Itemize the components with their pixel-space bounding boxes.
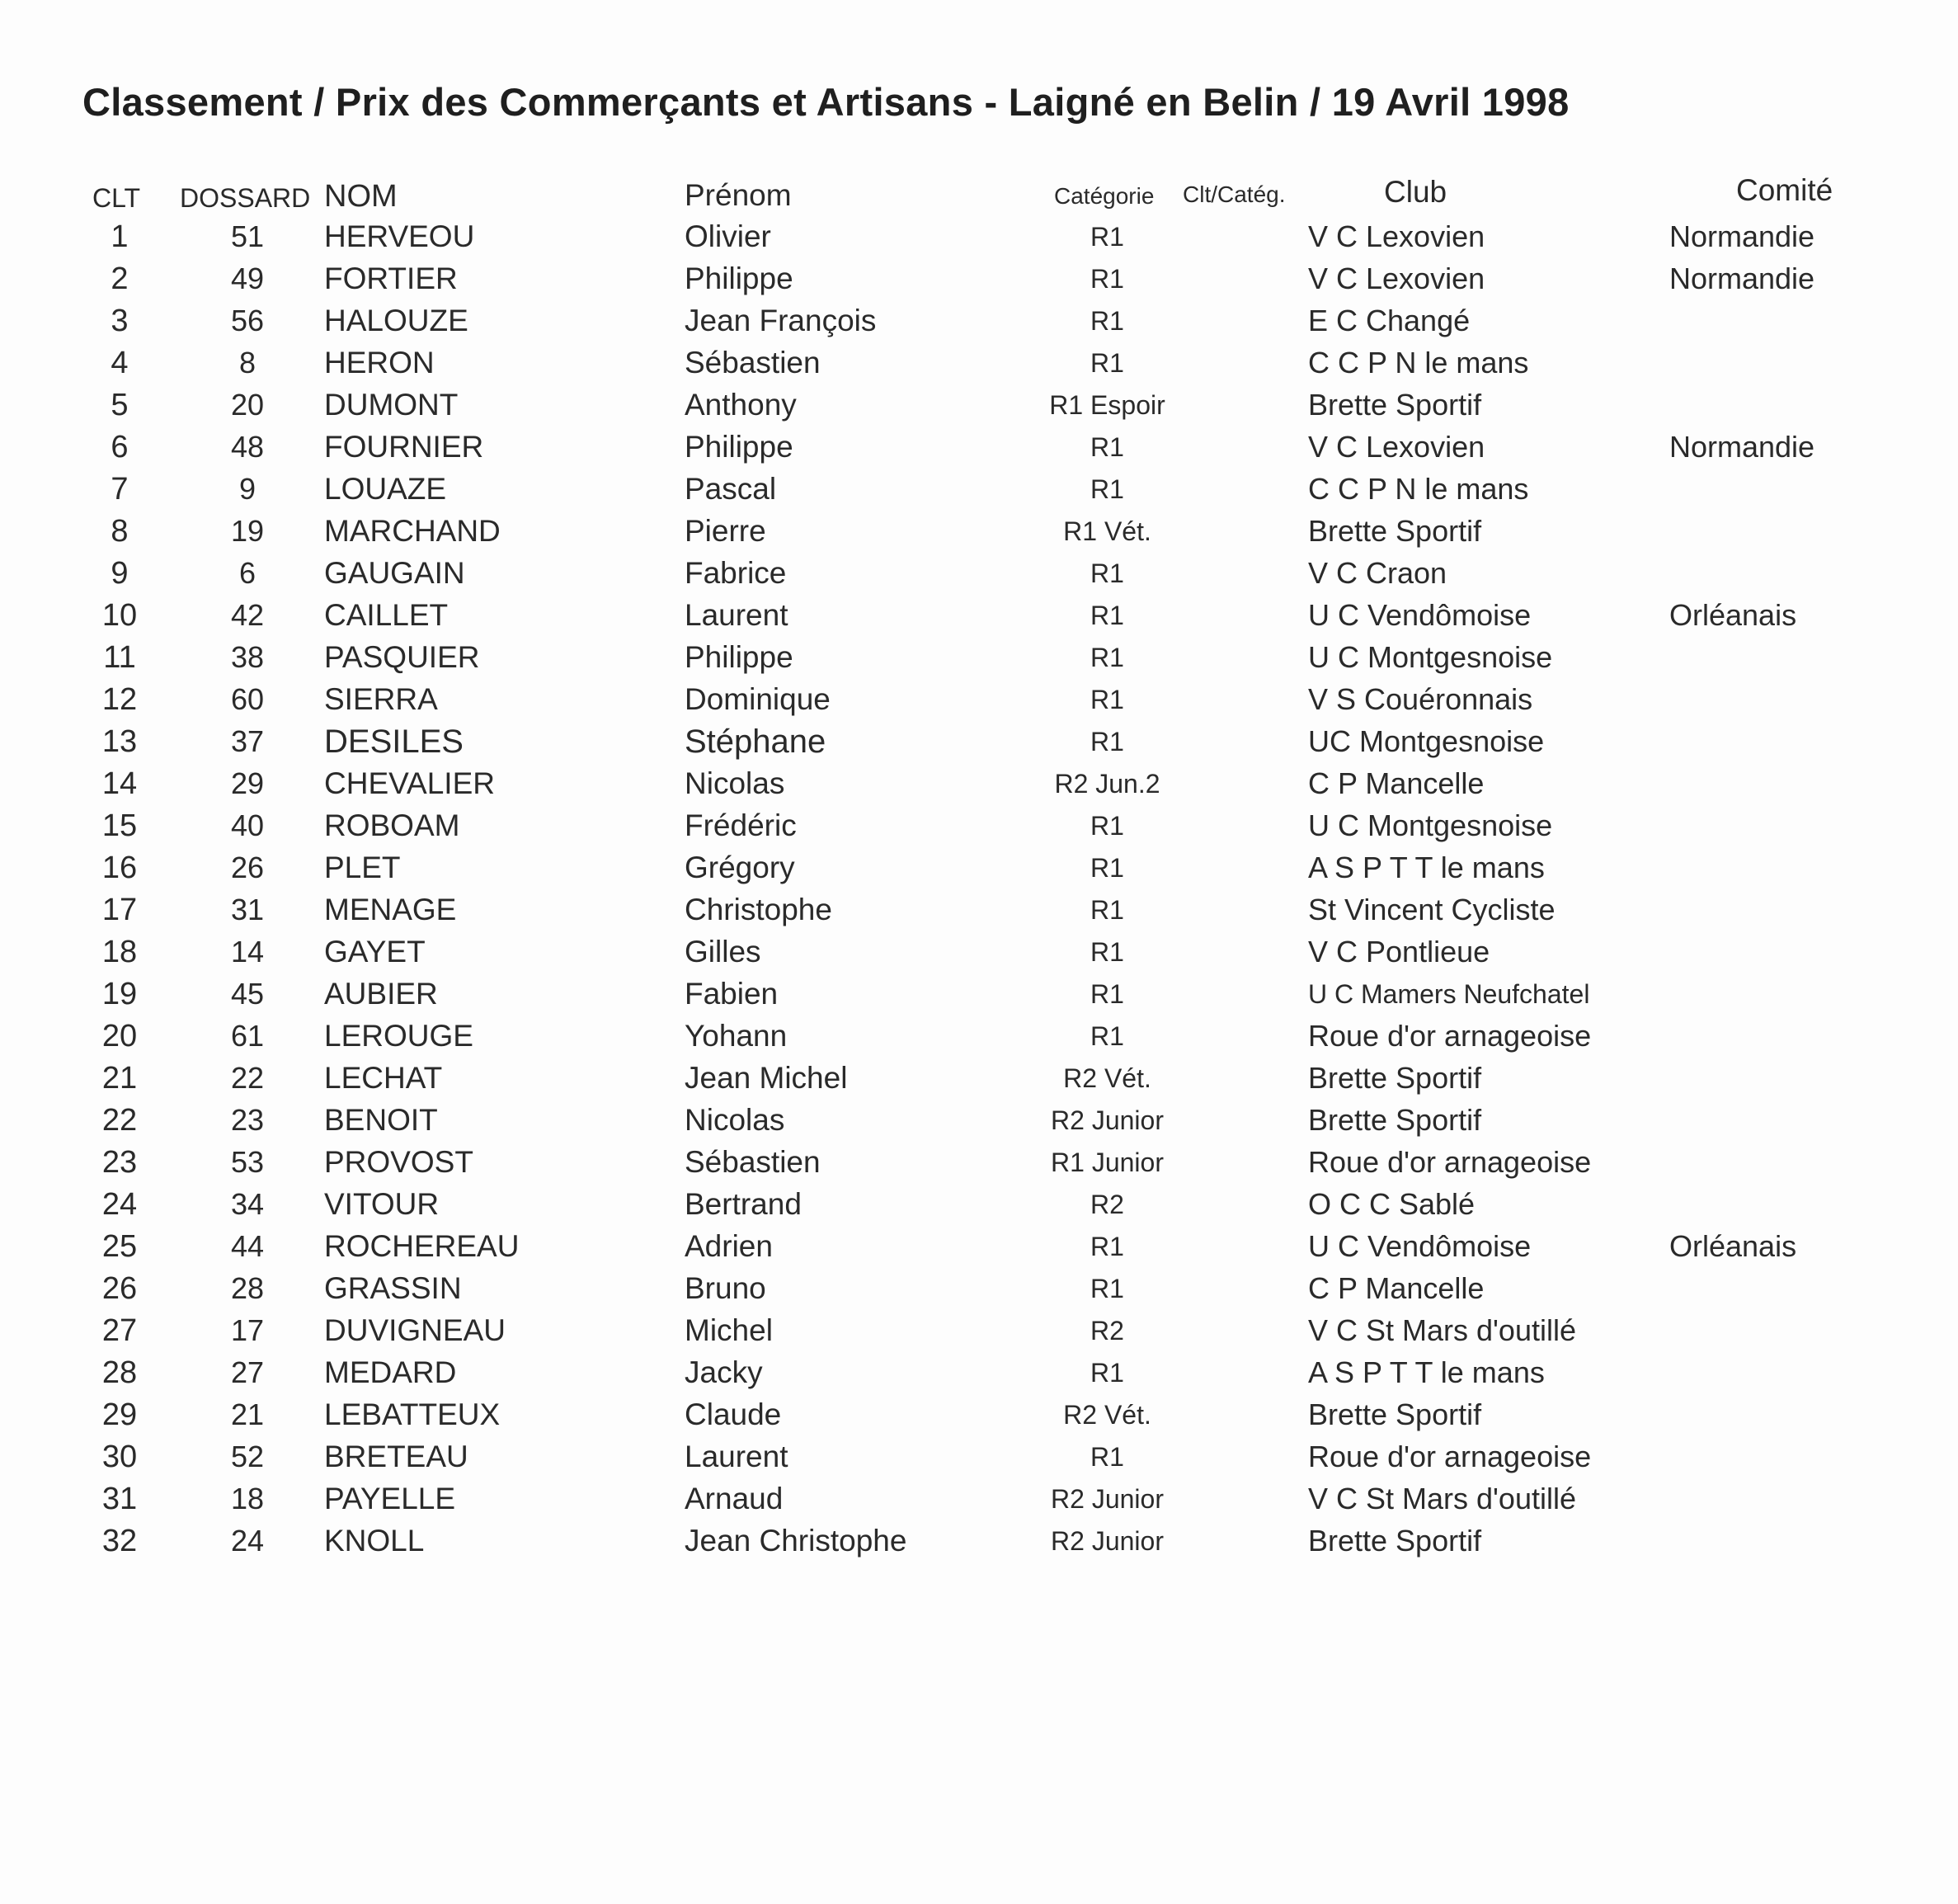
table-row (0, 847, 1958, 889)
cell-club: U C Montgesnoise (1308, 640, 1553, 674)
cell-club: Roue d'or arnageoise (1308, 1440, 1592, 1473)
cell-club: Brette Sportif (1308, 1397, 1482, 1431)
cell-nom: MARCHAND (324, 514, 501, 548)
cell-prenom: Dominique (685, 682, 831, 716)
table-row (0, 805, 1958, 847)
cell-club: V C St Mars d'outillé (1308, 1313, 1576, 1347)
cell-categorie: R2 Vét. (1063, 1063, 1151, 1093)
table-row (0, 1184, 1958, 1226)
cell-club: V C Pontlieue (1308, 935, 1490, 968)
cell-club: V S Couéronnais (1308, 682, 1533, 716)
cell-prenom: Adrien (685, 1229, 773, 1263)
table-row (0, 1058, 1958, 1100)
cell-dossard: 53 (230, 1145, 265, 1179)
cell-nom: PROVOST (324, 1145, 473, 1179)
cell-prenom: Nicolas (685, 766, 785, 800)
cell-dossard: 31 (230, 893, 265, 926)
cell-nom: MEDARD (324, 1355, 457, 1389)
table-row (0, 216, 1958, 258)
table-row (0, 1478, 1958, 1520)
cell-clt: 2 (111, 262, 129, 296)
cell-categorie: R1 (1090, 1021, 1124, 1051)
cell-dossard: 52 (230, 1440, 265, 1473)
table-row (0, 1520, 1958, 1562)
cell-categorie: R1 (1090, 811, 1124, 841)
cell-clt: 24 (101, 1187, 138, 1222)
cell-club: Brette Sportif (1308, 388, 1482, 422)
cell-nom: SIERRA (324, 682, 438, 716)
cell-categorie: R1 (1090, 432, 1124, 462)
cell-categorie: R1 (1090, 1442, 1124, 1472)
cell-club: Roue d'or arnageoise (1308, 1019, 1592, 1053)
cell-dossard: 6 (238, 556, 257, 590)
cell-nom: HALOUZE (324, 304, 468, 337)
cell-club: St Vincent Cycliste (1308, 893, 1556, 926)
cell-prenom: Jean Christophe (685, 1524, 907, 1558)
cell-dossard: 60 (230, 682, 265, 716)
cell-dossard: 27 (230, 1355, 265, 1389)
cell-prenom: Olivier (685, 219, 771, 253)
table-row (0, 1142, 1958, 1184)
cell-club: V C Craon (1308, 556, 1447, 590)
cell-prenom: Philippe (685, 640, 793, 674)
cell-clt: 32 (101, 1524, 138, 1558)
table-row (0, 1100, 1958, 1142)
cell-club: Roue d'or arnageoise (1308, 1145, 1592, 1179)
cell-prenom: Grégory (685, 851, 795, 884)
cell-prenom: Bruno (685, 1271, 766, 1305)
cell-clt: 11 (103, 640, 136, 675)
cell-categorie: R2 Junior (1051, 1484, 1164, 1514)
table-row (0, 1394, 1958, 1436)
cell-categorie: R1 (1090, 1274, 1124, 1303)
cell-club: Brette Sportif (1308, 514, 1482, 548)
cell-comite: Normandie (1669, 430, 1815, 464)
cell-clt: 30 (101, 1440, 138, 1474)
cell-categorie: R1 (1090, 853, 1124, 883)
cell-clt: 6 (111, 430, 129, 464)
cell-dossard: 28 (230, 1271, 265, 1305)
results-table (0, 216, 1958, 1562)
cell-dossard: 17 (230, 1313, 265, 1347)
cell-nom: DUVIGNEAU (324, 1313, 506, 1347)
cell-dossard: 51 (230, 219, 265, 253)
cell-dossard: 56 (230, 304, 265, 337)
cell-nom: PLET (324, 851, 401, 884)
cell-clt: 17 (101, 893, 138, 927)
cell-clt: 15 (101, 808, 138, 843)
cell-dossard: 61 (230, 1019, 265, 1053)
table-row (0, 300, 1958, 342)
cell-nom: DUMONT (324, 388, 459, 422)
cell-nom: LECHAT (324, 1061, 443, 1095)
cell-club: C C P N le mans (1308, 472, 1529, 506)
cell-nom: HERVEOU (324, 219, 475, 253)
table-row (0, 1310, 1958, 1352)
cell-prenom: Sébastien (685, 346, 821, 379)
table-row (0, 721, 1958, 763)
header-nom: NOM (324, 179, 398, 214)
cell-clt: 21 (101, 1061, 138, 1096)
cell-prenom: Michel (685, 1313, 773, 1347)
cell-nom: PAYELLE (324, 1482, 456, 1515)
cell-dossard: 14 (230, 935, 265, 968)
cell-club: UC Montgesnoise (1308, 724, 1545, 758)
cell-categorie: R1 (1090, 348, 1124, 378)
cell-dossard: 22 (230, 1061, 265, 1095)
cell-clt: 29 (101, 1397, 138, 1432)
cell-club: A S P T T le mans (1308, 851, 1545, 884)
cell-dossard: 26 (230, 851, 265, 884)
cell-dossard: 23 (230, 1103, 265, 1137)
cell-club: U C Mamers Neufchatel (1308, 979, 1590, 1009)
cell-club: V C Lexovien (1308, 219, 1485, 253)
cell-prenom: Fabrice (685, 556, 787, 590)
cell-dossard: 45 (230, 977, 265, 1011)
cell-categorie: R1 (1090, 937, 1124, 967)
cell-dossard: 34 (230, 1187, 265, 1221)
table-row (0, 595, 1958, 637)
cell-prenom: Claude (685, 1397, 782, 1431)
header-dossard: DOSSARD (180, 183, 311, 213)
cell-categorie: R2 Jun.2 (1054, 769, 1160, 799)
cell-prenom: Stéphane (685, 723, 826, 760)
cell-dossard: 42 (230, 598, 265, 632)
cell-clt: 4 (111, 346, 129, 380)
cell-nom: GAUGAIN (324, 556, 465, 590)
cell-nom: BRETEAU (324, 1440, 468, 1473)
cell-comite: Normandie (1669, 262, 1815, 295)
cell-nom: AUBIER (324, 977, 438, 1011)
cell-nom: GRASSIN (324, 1271, 462, 1305)
cell-prenom: Christophe (685, 893, 832, 926)
cell-clt: 28 (101, 1355, 138, 1390)
cell-dossard: 37 (230, 724, 265, 758)
cell-clt: 3 (111, 304, 129, 338)
table-row (0, 763, 1958, 805)
cell-categorie: R2 Junior (1051, 1526, 1164, 1556)
table-row (0, 931, 1958, 973)
cell-nom: BENOIT (324, 1103, 438, 1137)
cell-dossard: 8 (238, 346, 257, 379)
table-row (0, 511, 1958, 553)
cell-clt: 26 (101, 1271, 138, 1306)
cell-dossard: 9 (238, 472, 257, 506)
cell-clt: 8 (111, 514, 129, 549)
cell-prenom: Philippe (685, 430, 793, 464)
cell-dossard: 18 (230, 1482, 265, 1515)
cell-nom: LEBATTEUX (324, 1397, 501, 1431)
cell-nom: MENAGE (324, 893, 457, 926)
cell-nom: HERON (324, 346, 435, 379)
table-row (0, 1226, 1958, 1268)
cell-categorie: R1 (1090, 601, 1124, 630)
cell-categorie: R2 (1090, 1316, 1124, 1346)
cell-prenom: Jacky (685, 1355, 763, 1389)
header-clt-categ: Clt/Catég. (1183, 181, 1286, 207)
cell-prenom: Gilles (685, 935, 761, 968)
cell-prenom: Fabien (685, 977, 779, 1011)
cell-nom: CHEVALIER (324, 766, 495, 800)
cell-clt: 12 (101, 682, 138, 717)
header-club: Club (1384, 175, 1447, 209)
cell-prenom: Pascal (685, 472, 777, 506)
cell-categorie: R1 Vét. (1063, 516, 1151, 546)
cell-prenom: Laurent (685, 1440, 788, 1473)
cell-categorie: R1 (1090, 474, 1124, 504)
cell-clt: 13 (101, 724, 138, 759)
table-row (0, 1268, 1958, 1310)
table-row (0, 553, 1958, 595)
cell-categorie: R1 (1090, 727, 1124, 756)
cell-dossard: 24 (230, 1524, 265, 1558)
table-row (0, 258, 1958, 300)
table-row (0, 973, 1958, 1016)
cell-categorie: R2 Vét. (1063, 1400, 1151, 1430)
cell-nom: DESILES (324, 723, 464, 760)
cell-nom: FOURNIER (324, 430, 484, 464)
cell-categorie: R1 Junior (1051, 1148, 1164, 1177)
cell-nom: ROCHEREAU (324, 1229, 520, 1263)
header-prenom: Prénom (685, 178, 792, 212)
cell-prenom: Arnaud (685, 1482, 784, 1515)
cell-categorie: R1 (1090, 643, 1124, 672)
cell-club: Brette Sportif (1308, 1524, 1482, 1558)
cell-club: C C P N le mans (1308, 346, 1529, 379)
cell-nom: VITOUR (324, 1187, 440, 1221)
cell-club: O C C Sablé (1308, 1187, 1476, 1221)
cell-prenom: Jean Michel (685, 1061, 848, 1095)
cell-nom: CAILLET (324, 598, 449, 632)
cell-clt: 23 (101, 1145, 138, 1180)
cell-clt: 9 (111, 556, 129, 591)
cell-categorie: R1 (1090, 1232, 1124, 1261)
cell-prenom: Pierre (685, 514, 766, 548)
cell-nom: LEROUGE (324, 1019, 473, 1053)
header-categorie: Catégorie (1054, 183, 1155, 209)
cell-clt: 7 (111, 472, 129, 507)
cell-categorie: R1 (1090, 558, 1124, 588)
cell-clt: 25 (101, 1229, 138, 1264)
table-row (0, 1352, 1958, 1394)
cell-clt: 27 (101, 1313, 138, 1348)
document-title: Classement / Prix des Commerçants et Artisans - Laigné en Belin / 19 Avril 1998 (82, 80, 1570, 124)
cell-clt: 1 (111, 219, 129, 254)
cell-comite: Orléanais (1669, 598, 1797, 632)
cell-categorie: R1 (1090, 306, 1124, 336)
cell-categorie: R1 (1090, 685, 1124, 714)
cell-dossard: 40 (230, 808, 265, 842)
cell-prenom: Sébastien (685, 1145, 821, 1179)
table-row (0, 1016, 1958, 1058)
cell-club: U C Vendômoise (1308, 598, 1532, 632)
cell-dossard: 49 (230, 262, 265, 295)
header-comite: Comité (1736, 173, 1833, 207)
table-row (0, 427, 1958, 469)
cell-dossard: 21 (230, 1397, 265, 1431)
cell-prenom: Nicolas (685, 1103, 785, 1137)
cell-dossard: 48 (230, 430, 265, 464)
cell-club: C P Mancelle (1308, 766, 1485, 800)
cell-clt: 10 (101, 598, 138, 633)
cell-prenom: Philippe (685, 262, 793, 295)
cell-prenom: Anthony (685, 388, 797, 422)
cell-dossard: 19 (230, 514, 265, 548)
cell-clt: 31 (101, 1482, 138, 1516)
table-row (0, 637, 1958, 679)
cell-clt: 5 (111, 388, 129, 422)
cell-nom: PASQUIER (324, 640, 480, 674)
cell-club: E C Changé (1308, 304, 1471, 337)
table-row (0, 889, 1958, 931)
cell-clt: 20 (101, 1019, 138, 1053)
cell-categorie: R1 (1090, 264, 1124, 294)
cell-clt: 14 (101, 766, 138, 801)
cell-clt: 18 (101, 935, 138, 969)
table-row (0, 384, 1958, 427)
cell-comite: Normandie (1669, 219, 1815, 253)
cell-nom: ROBOAM (324, 808, 460, 842)
cell-club: U C Montgesnoise (1308, 808, 1553, 842)
cell-prenom: Yohann (685, 1019, 788, 1053)
cell-club: Brette Sportif (1308, 1103, 1482, 1137)
table-row (0, 469, 1958, 511)
header-clt: CLT (92, 183, 141, 213)
cell-dossard: 20 (230, 388, 265, 422)
cell-dossard: 44 (230, 1229, 265, 1263)
cell-nom: LOUAZE (324, 472, 447, 506)
cell-dossard: 38 (230, 640, 265, 674)
table-row (0, 679, 1958, 721)
cell-prenom: Frédéric (685, 808, 797, 842)
cell-nom: FORTIER (324, 262, 458, 295)
cell-clt: 22 (101, 1103, 138, 1138)
cell-clt: 16 (101, 851, 138, 885)
cell-categorie: R2 (1090, 1190, 1124, 1219)
cell-categorie: R1 (1090, 222, 1124, 252)
cell-clt: 19 (101, 977, 138, 1011)
cell-prenom: Jean François (685, 304, 877, 337)
cell-club: V C St Mars d'outillé (1308, 1482, 1576, 1515)
cell-prenom: Laurent (685, 598, 788, 632)
table-row (0, 1436, 1958, 1478)
cell-categorie: R1 (1090, 979, 1124, 1009)
cell-dossard: 29 (230, 766, 265, 800)
cell-club: Brette Sportif (1308, 1061, 1482, 1095)
cell-prenom: Bertrand (685, 1187, 802, 1221)
cell-club: C P Mancelle (1308, 1271, 1485, 1305)
cell-club: V C Lexovien (1308, 430, 1485, 464)
cell-club: A S P T T le mans (1308, 1355, 1545, 1389)
cell-club: U C Vendômoise (1308, 1229, 1532, 1263)
cell-categorie: R1 (1090, 895, 1124, 925)
table-row (0, 342, 1958, 384)
cell-nom: KNOLL (324, 1524, 425, 1558)
cell-categorie: R2 Junior (1051, 1105, 1164, 1135)
cell-nom: GAYET (324, 935, 426, 968)
cell-categorie: R1 (1090, 1358, 1124, 1388)
cell-club: V C Lexovien (1308, 262, 1485, 295)
cell-categorie: R1 Espoir (1049, 390, 1165, 420)
cell-comite: Orléanais (1669, 1229, 1797, 1263)
